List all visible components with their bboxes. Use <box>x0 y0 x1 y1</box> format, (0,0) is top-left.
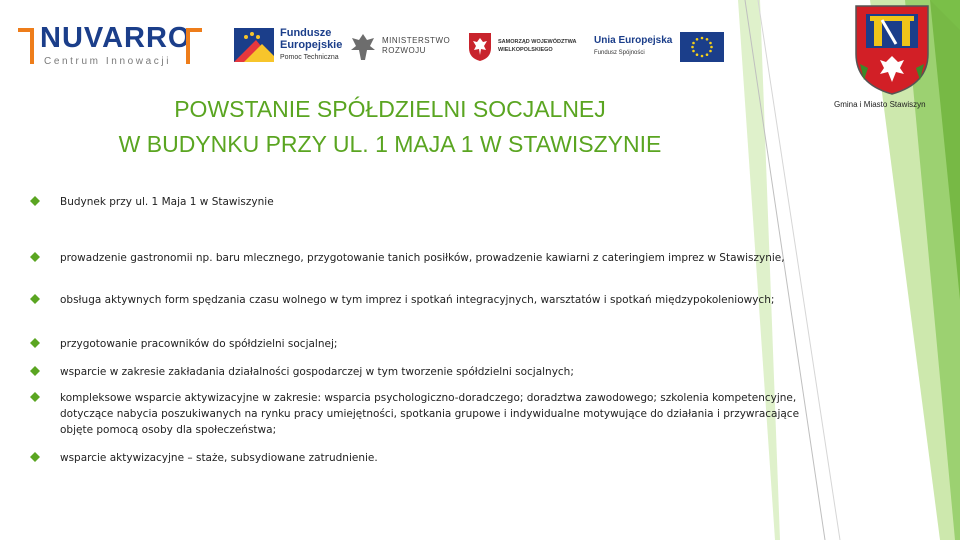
ue-line1: Unia Europejska <box>594 35 673 46</box>
nuvarro-subtitle: Centrum Innowacji <box>44 56 172 67</box>
mr-line1: MINISTERSTWO <box>382 36 451 45</box>
eagle-icon <box>350 32 376 62</box>
fundusze-europejskie-logo <box>234 22 344 72</box>
bracket-left-icon <box>18 28 34 64</box>
bullet-text: Budynek przy ul. 1 Maja 1 w Stawiszynie <box>60 196 274 208</box>
fe-stars-icon <box>234 28 274 62</box>
ue-line2: Fundusz Spójności <box>594 50 645 56</box>
diamond-bullet-icon <box>30 252 40 262</box>
mr-line2: ROZWOJU <box>382 46 426 55</box>
diamond-bullet-icon <box>30 452 40 462</box>
bullet-text: wsparcie aktywizacyjne – staże, subsydiowane zatrudnienie. <box>60 452 378 464</box>
eu-flag-icon <box>680 32 724 62</box>
bullet-text: prowadzenie gastronomii np. baru mlecznego, przygotowanie tanich posiłków, prowadzenie kawiarni z cateringiem imprez w Stawiszynie, <box>60 252 785 264</box>
diamond-bullet-icon <box>30 196 40 206</box>
ministerstwo-logo <box>350 22 460 72</box>
wielkopolska-shield-icon <box>468 32 492 62</box>
bullet-text: przygotowanie pracowników do spółdzielni socjalnej; <box>60 338 338 350</box>
stawiszyn-crest-icon <box>852 4 932 96</box>
bullet-text: wsparcie w zakresie zakładania działalności gospodarczej w tym tworzenie spółdzielni socjalnych; <box>60 366 574 378</box>
diamond-bullet-icon <box>30 366 40 376</box>
fe-line2: Europejskie <box>280 39 343 51</box>
nuvarro-name: NUVARRO <box>40 22 192 54</box>
nuvarro-logo <box>18 22 208 72</box>
crest-caption: Gmina i Miasto Stawiszyn <box>834 100 926 109</box>
title-line-2: W BUDYNKU PRZY UL. 1 MAJA 1 W STAWISZYNIE <box>118 131 662 157</box>
partner-logos <box>18 22 728 72</box>
unia-europejska-logo <box>594 22 728 72</box>
fe-line3: Pomoc Techniczna <box>280 54 339 61</box>
diamond-bullet-icon <box>30 338 40 348</box>
samorzad-logo <box>468 22 588 72</box>
fe-line1: Fundusze <box>280 27 332 39</box>
bullet-text: kompleksowe wsparcie aktywizacyjne w zakresie: wsparcia psychologiczno-doradczego; doradztwa zawodowego; szkolenia kompetencyjne, dotyczące nabycia poszukiwanych na rynku pracy umiejętności, spotkania grupowe i indywidualne motywujące do działania i przywracające objęte pomocą osoby dla społeczeństwa; <box>60 392 800 436</box>
diamond-bullet-icon <box>30 392 40 402</box>
bracket-right-icon <box>186 28 202 64</box>
title-line-1: POWSTANIE SPÓŁDZIELNI SOCJALNEJ <box>174 96 606 122</box>
diamond-bullet-icon <box>30 294 40 304</box>
bullet-text: obsługa aktywnych form spędzania czasu wolnego w tym imprez i spotkań integracyjnych, warsztatów i spotkań międzypokoleniowych; <box>60 294 775 306</box>
wlkp-line2: WIELKOPOLSKIEGO <box>498 47 553 53</box>
wlkp-line1: SAMORZĄD WOJEWÓDZTWA <box>498 39 577 45</box>
page-title <box>40 92 740 162</box>
